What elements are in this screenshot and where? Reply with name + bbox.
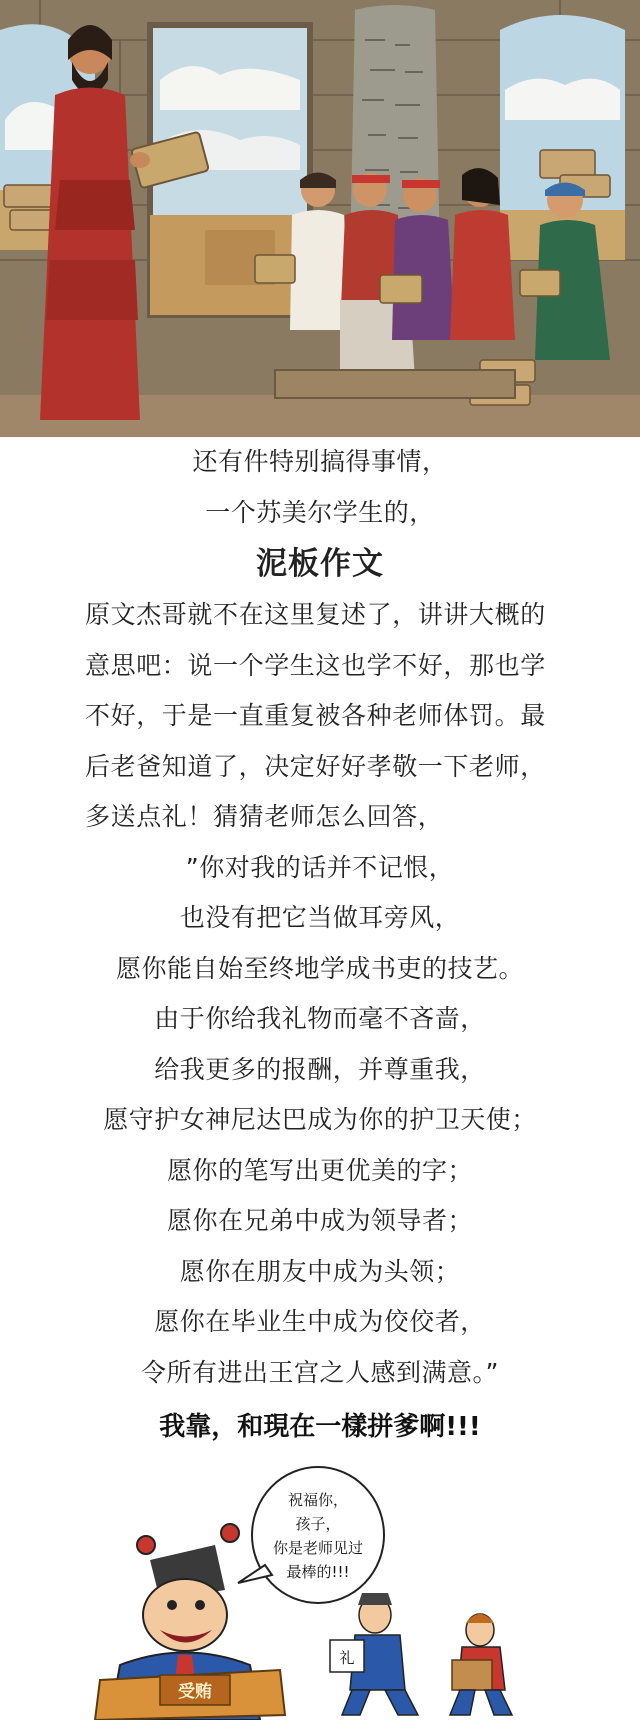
quote-line: 愿你在毕业生中成为佼佼者，: [154, 1307, 486, 1336]
classroom-scene-image: [0, 0, 640, 437]
quote-line: 愿你的笔写出更优美的字；: [166, 1155, 473, 1185]
speech-line: 孩子，: [295, 1515, 341, 1533]
quote-line: 给我更多的报酬，并尊重我，: [154, 1054, 486, 1084]
speech-line: 你是老师见过: [272, 1539, 364, 1557]
quote-line: 令所有进出王宫之人感到满意。”: [141, 1357, 499, 1387]
father-cartoon: [330, 1593, 418, 1715]
intro-line-1: 还有件特别搞得事情，: [192, 447, 448, 476]
intro-line-2: 一个苏美尔学生的，: [205, 497, 435, 527]
speech-bubble: [238, 1467, 384, 1603]
speech-line: 最棒的!!!: [286, 1563, 350, 1581]
summary-paragraph: 原文杰哥就不在这里复述了，讲讲大概的意思吧：说一个学生这也学不好，那也学不好，于是一直重复被各种老师体罚。最后老爸知道了，决定好好孝敬一下老师，多送点礼！猜猜老师怎么回答，: [85, 600, 546, 831]
cartoon-image: [0, 1465, 640, 1720]
quote-line: 愿你在兄弟中成为领导者；: [166, 1206, 473, 1235]
bribery-cartoon: [0, 1465, 640, 1720]
classroom-illustration: [0, 0, 640, 437]
article-text: [0, 437, 640, 1454]
quote-line: ”你对我的话并不记恨，: [185, 852, 455, 882]
envelope-label: 受贿: [178, 1682, 212, 1702]
quote-line: 愿你能自始至终地学成书吏的技艺。: [115, 953, 524, 983]
gift-label: 礼: [339, 1649, 355, 1667]
exclamation-line: 我靠，和現在一樣拼爹啊!!!: [159, 1412, 481, 1442]
quote-line: 愿你在朋友中成为头领；: [179, 1256, 461, 1286]
section-title: 泥板作文: [256, 546, 384, 582]
quote-line: 由于你给我礼物而毫不吝啬，: [154, 1004, 486, 1033]
speech-line: 祝福你，: [287, 1491, 349, 1509]
quote-line: 也没有把它当做耳旁风，: [179, 903, 461, 932]
boy-cartoon: [450, 1614, 512, 1715]
quote-line: 愿守护女神尼达巴成为你的护卫天使；: [103, 1105, 537, 1134]
